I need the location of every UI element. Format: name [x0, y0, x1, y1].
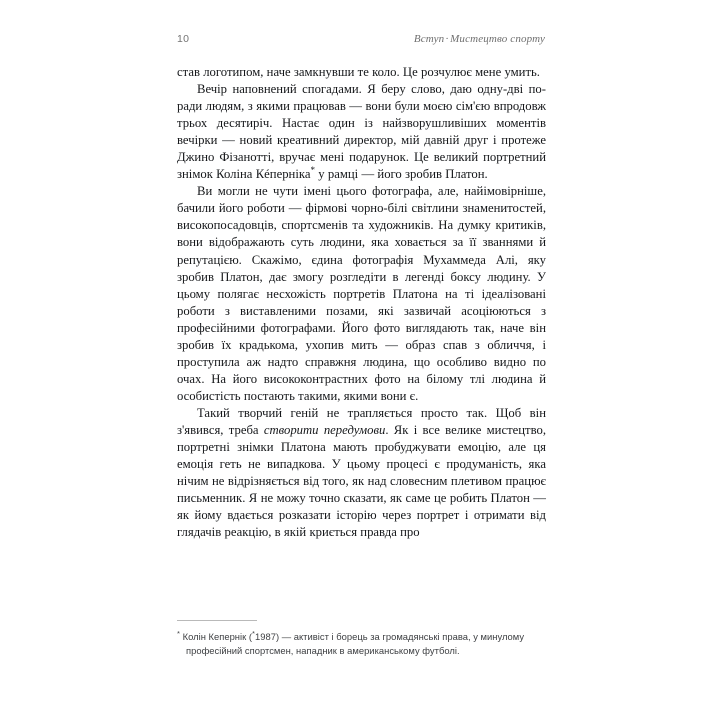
- body-text-block: [177, 64, 546, 541]
- footnote-year: 1987: [255, 631, 276, 642]
- running-head-title: [414, 33, 545, 45]
- footnote-text: [177, 630, 546, 658]
- footnote-marker: *: [177, 628, 180, 638]
- paragraph-evening-memories: [177, 81, 546, 183]
- paragraph-text-part2: . Як і все велике мистецтво, портретні знімки Платона мають пробуджувати емоцію, але ця емоція геть не випадкова. У цьому процесі є продуманість, яка нічим не відрізняється від того, як над словесним плетивом працює письменник. Я не можу точно сказати, як саме це робить Платон — як йому вдається розказати історію через портрет і отримати від глядачів реакцію, в якій криється правда про: [177, 422, 547, 540]
- paragraph-creative-genius: [177, 405, 546, 541]
- footnote-text-part1: Колін Кепернік (: [179, 631, 253, 642]
- paragraph-continuation: став логотипом, наче замкнувши те коло. Це розчулює мене умить.: [177, 65, 540, 79]
- running-head: [177, 33, 545, 45]
- paragraph-text-before-footnote: Вечір наповнений спогадами. Я беру слово, даю одну-дві поради людям, з якими працював — вони були моєю сім'єю впродовж трьох десятиріч. Настає один із найзворушливіших моментів вечірки — новий креативний директор, мій давній друг і протеже Джино Фізанотті, вручає мені подарунок. Це великий портретний знімок Коліна Кéперніка: [177, 82, 546, 182]
- footnote-area: [177, 620, 546, 658]
- running-head-section: Вступ: [413, 33, 445, 45]
- paragraph-text-after-footnote: у рамці — його зробив Платон.: [314, 167, 488, 182]
- emphasized-phrase: створити передумови: [263, 422, 386, 437]
- running-head-book-title: Мистецтво спорту: [450, 33, 545, 45]
- born-marker-icon: *: [252, 628, 255, 638]
- footnote-text-part2: ) — активіст і борець за громадянські права, у минулому професійний спортсмен, нападник в американському футболі.: [186, 631, 525, 657]
- page-number: 10: [177, 33, 190, 45]
- paragraph-text-part1: Такий творчий геній не трапляється просто так. Щоб він з'явився, треба: [177, 405, 546, 437]
- paragraph-photographer: Ви могли не чути імені цього фотографа, але, найімовірніше, бачили його роботи — фірмові чорно-білі світлини знаменитостей, високопосадовців, спортсменів та художників. На думку критиків, вони відображають суть людини, яка ховається за її званнями й репутацією. Скажімо, єдина фотографія Мухаммеда Алі, яку зробив Платон, дає змогу розгледіти в легенді боксу людину. У цьому полягає несхожість портретів Платона на ті ідеалізовані роботи з виставленими позами, які зазвичай асоціюються з професійними фотографами. Його фото виглядають так, наче він зробив їх крадькома, ухопив мить — образ спав з обличчя, і проступила аж надто справжня людина, що особливо видно по очах. На його висококонтрастних фото на білому тлі людина й особистість постають такими, якими вони є.: [177, 184, 546, 403]
- footnote-reference-marker[interactable]: *: [310, 165, 315, 176]
- footnote-separator-rule: [177, 620, 257, 621]
- running-head-separator: ·: [445, 33, 450, 45]
